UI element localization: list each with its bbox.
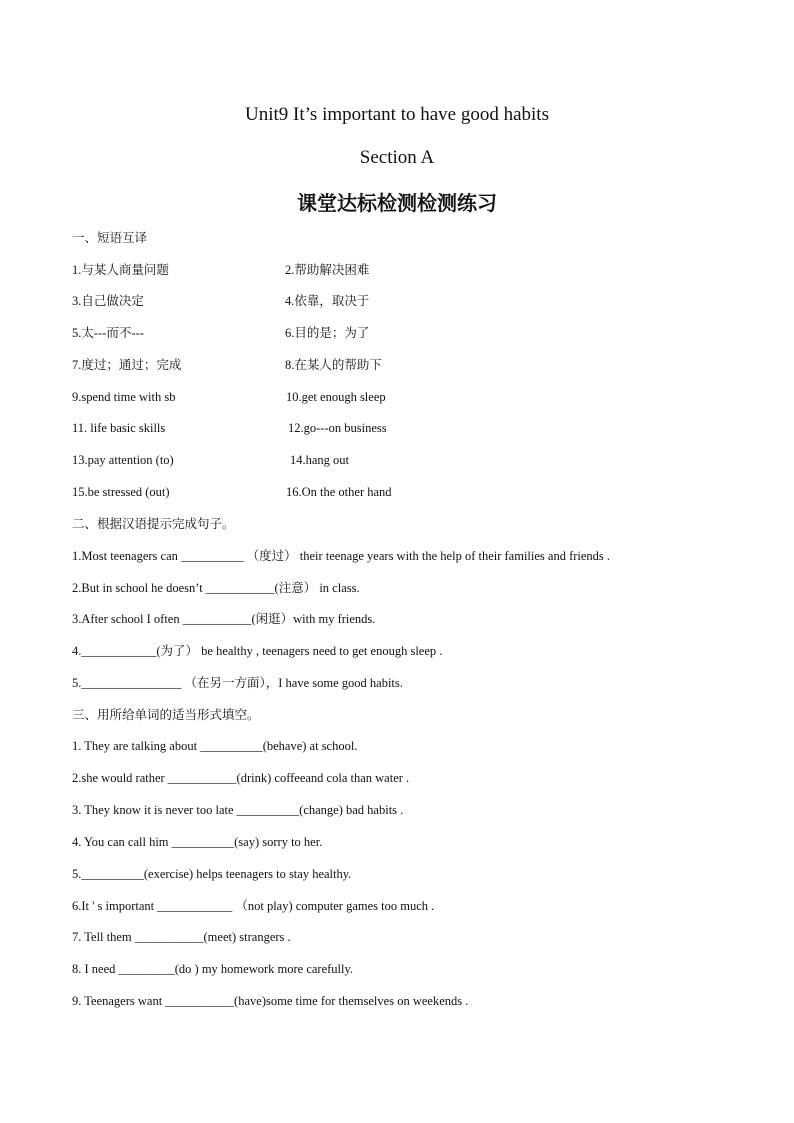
phrase-left: 11. life basic skills	[72, 421, 166, 435]
phrase-right: 16.On the other hand	[286, 485, 392, 499]
phrase-right: 8.在某人的帮助下	[285, 358, 382, 372]
fill-item: 9. Teenagers want ___________(have)some time for themselves on weekends .	[72, 994, 469, 1008]
phrase-row	[72, 325, 370, 341]
phrase-right: 14.hang out	[290, 453, 350, 467]
phrase-left: 13.pay attention (to)	[72, 453, 174, 467]
sentence-item: 4.____________(为了） be healthy , teenagers need to get enough sleep .	[72, 644, 443, 658]
phrase-left: 15.be stressed (out)	[72, 485, 170, 499]
sentence-item: 1.Most teenagers can __________ （度过） their teenage years with the help of their families and friends .	[72, 549, 611, 563]
phrase-right: 4.依靠，取决于	[285, 294, 370, 308]
phrase-left: 3.自己做决定	[72, 294, 144, 308]
phrase-right: 12.go---on business	[288, 421, 387, 435]
document-title: Unit9 It’s important to have good habits	[245, 104, 549, 125]
phrase-row	[72, 293, 370, 309]
section-3-heading: 三、用所给单词的适当形式填空。	[72, 707, 260, 722]
phrase-left: 5.太---而不---	[72, 326, 144, 340]
fill-item: 8. I need _________(do ) my homework more carefully.	[72, 962, 354, 976]
phrase-row	[72, 389, 386, 405]
fill-item: 7. Tell them ___________(meet) strangers .	[72, 930, 291, 944]
fill-item: 5.__________(exercise) helps teenagers to stay healthy.	[72, 867, 352, 881]
document-subtitle: Section A	[359, 147, 435, 168]
section-1-heading: 一、短语互译	[72, 230, 148, 245]
sentence-item: 2.But in school he doesn’t ___________(注意） in class.	[72, 581, 360, 595]
phrase-row	[72, 420, 387, 436]
exercise-heading: 课堂达标检测检测练习	[297, 191, 497, 215]
fill-item: 3. They know it is never too late __________(change) bad habits .	[72, 803, 404, 817]
sentence-item: 3.After school I often ___________(闲逛）with my friends.	[72, 612, 376, 626]
fill-item: 2.she would rather ___________(drink) coffeeand cola than water .	[72, 771, 410, 785]
fill-item: 6.It ' s important ____________ （not play) computer games too much .	[72, 899, 435, 913]
phrase-row	[72, 452, 350, 468]
phrase-left: 7.度过；通过；完成	[72, 358, 182, 372]
phrase-right: 6.目的是；为了	[285, 326, 370, 340]
phrase-row	[72, 262, 370, 278]
phrase-row	[72, 484, 392, 500]
phrase-left: 1.与某人商量问题	[72, 263, 169, 277]
phrase-row	[72, 357, 382, 373]
phrase-right: 10.get enough sleep	[286, 390, 386, 404]
fill-item: 1. They are talking about __________(behave) at school.	[72, 739, 358, 753]
sentence-item: 5.________________ （在另一方面），I have some good habits.	[72, 676, 403, 690]
section-2-heading: 二、根据汉语提示完成句子。	[72, 516, 235, 531]
phrase-right: 2.帮助解决困难	[285, 263, 370, 277]
fill-item: 4. You can call him __________(say) sorry to her.	[72, 835, 323, 849]
phrase-left: 9.spend time with sb	[72, 390, 176, 404]
